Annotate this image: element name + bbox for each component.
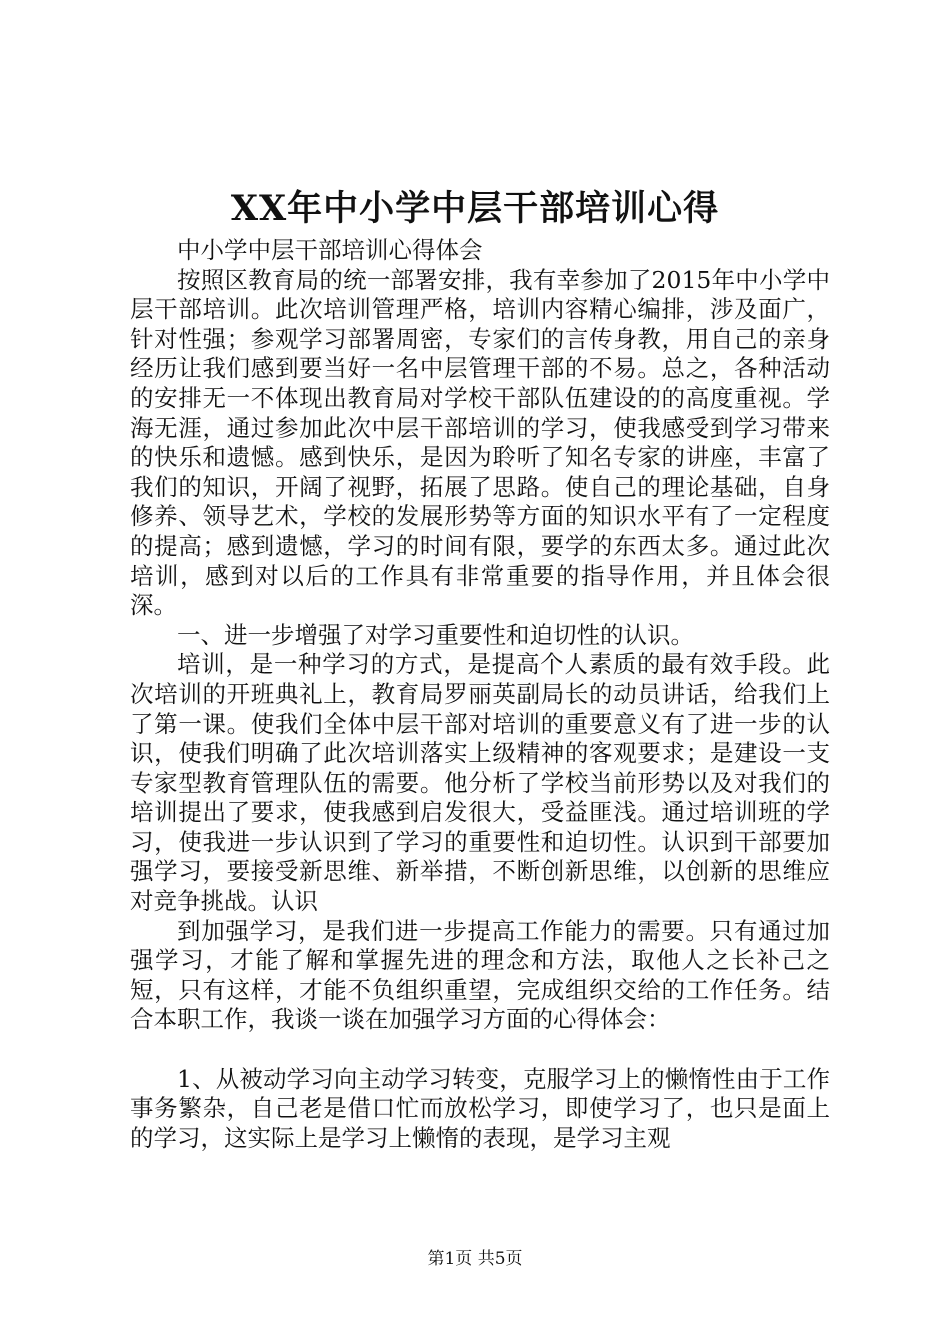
body-paragraph: 培训，是一种学习的方式，是提高个人素质的最有效手段。此次培训的开班典礼上，教育局罗丽英副局长的动员讲话，给我们上了第一课。使我们全体中层干部对培训的重要意义有了进一步的认识，使我们明确了此次培训落实上级精神的客观要求；是建设一支专家型教育管理队伍的需要。他分析了学校当前形势以及对我们的培训提出了要求，使我感到启发很大，受益匪浅。通过培训班的学习，使我进一步认识到了学习的重要性和迫切性。认识到干部要加强学习，要接受新思维、新举措，不断创新思维，以创新的思维应对竞争挑战。认识 xyxy=(130,650,830,916)
page-number: 第1页 共5页 xyxy=(427,1249,523,1269)
subtitle-paragraph: 中小学中层干部培训心得体会 xyxy=(177,236,483,264)
section-heading: 一、进一步增强了对学习重要性和迫切性的认识。 xyxy=(177,620,694,649)
document-body xyxy=(130,236,830,1153)
body-paragraph: 按照区教育局的统一部署安排，我有幸参加了2015年中小学中层干部培训。此次培训管理严格，培训内容精心编排，涉及面广，针对性强；参观学习部署周密，专家们的言传身教，用自己的亲身经历让我们感到要当好一名中层管理干部的不易。总之，各种活动的安排无一不体现出教育局对学校干部队伍建设的的高度重视。学海无涯，通过参加此次中层干部培训的学习，使我感受到学习带来的快乐和遗憾。感到快乐，是因为聆听了知名专家的讲座，丰富了我们的知识，开阔了视野，拓展了思路。使自己的理论基础，自身修养、领导艺术，学校的发展形势等方面的知识水平有了一定程度的提高；感到遗憾，学习的时间有限，要学的东西太多。通过此次培训，感到对以后的工作具有非常重要的指导作用，并且体会很深。 xyxy=(130,265,830,620)
body-paragraph: 1、从被动学习向主动学习转变，克服学习上的懒惰性由于工作事务繁杂，自己老是借口忙而放松学习，即使学习了，也只是面上的学习，这实际上是学习上懒惰的表现，是学习主观 xyxy=(130,1064,830,1152)
document-title: XX年中小学中层干部培训心得 xyxy=(230,188,720,229)
body-paragraph: 到加强学习，是我们进一步提高工作能力的需要。只有通过加强学习，才能了解和掌握先进的理念和方法，取他人之长补己之短，只有这样，才能不负组织重望，完成组织交给的工作任务。结合本职工作，我谈一谈在加强学习方面的心得体会： xyxy=(130,916,830,1034)
